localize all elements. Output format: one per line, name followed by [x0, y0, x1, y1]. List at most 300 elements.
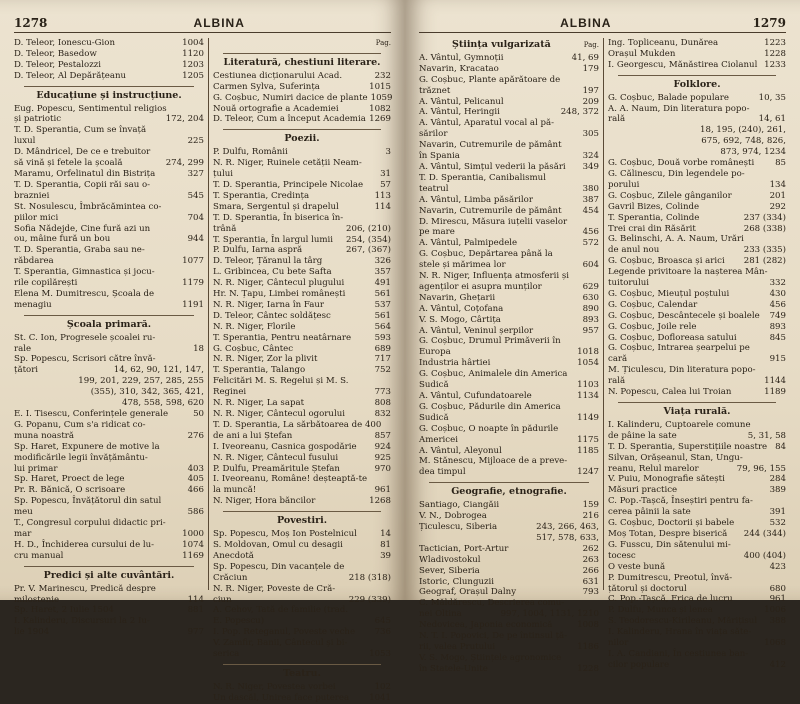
entry-title: Ing. Topliceanu, Dunărea: [608, 38, 719, 48]
entry-title: A. Vântul, Limba păsărilor: [419, 194, 533, 205]
section-heading: Povestiri.: [276, 515, 328, 527]
index-entry: [608, 496, 786, 507]
entry-title: Sp. Popescu, Moș Ion Postelnicul: [213, 529, 357, 540]
index-entry: [14, 540, 204, 551]
entry-title: Maramu, Orfelinatul din Bistrița: [14, 168, 156, 179]
entry-title: H. D., Închiderea cursului de lu-: [14, 539, 155, 550]
index-entry: [608, 93, 786, 104]
entry-title: Carmen Sylva, Suferința: [213, 81, 320, 92]
index-entry: [419, 380, 599, 391]
entry-page-number: 81: [380, 539, 391, 550]
entry-page-number: 873, 974, 1234: [720, 147, 786, 158]
index-entry: [14, 49, 204, 60]
entry-page-number: 41, 69: [571, 52, 599, 63]
entry-title: G. Călinescu, Din legendele po-: [608, 168, 745, 179]
entry-title: Pr. R. Bănică, O scrisoare: [14, 485, 126, 496]
index-entry: [608, 60, 786, 71]
index-entry: [213, 300, 391, 311]
entry-page-number: [596, 456, 599, 467]
entry-page-number: 915: [769, 354, 786, 365]
entry-title: Sudică: [419, 380, 449, 391]
index-entry: [419, 369, 599, 380]
entry-title: N. Popescu, Calea lui Troian: [608, 387, 732, 398]
index-entry: [14, 169, 204, 180]
index-entry: [608, 49, 786, 60]
entry-page-number: [783, 234, 786, 245]
entry-page-number: 793: [582, 587, 599, 598]
entry-page-number: 197: [582, 85, 599, 96]
entry-title: G. Coșbuc, Intrarea șearpelui pe: [608, 343, 750, 354]
entry-title: și patriotic: [14, 114, 62, 125]
entry-title: T. Sperantia, Credința: [213, 190, 310, 201]
index-entry: [419, 358, 599, 369]
section-rule: [24, 315, 194, 316]
entry-title: Sp. Popescu, Din vacanțele de: [213, 561, 345, 572]
index-entry: [213, 595, 391, 606]
index-entry: [608, 245, 786, 256]
entry-page-number: 349: [582, 161, 599, 172]
index-entry: [419, 249, 599, 260]
entry-page-number: 893: [769, 321, 786, 332]
entry-title: trână: [213, 223, 237, 234]
index-entry: [419, 86, 599, 97]
entry-page-number: [388, 158, 391, 169]
entry-page-number: [783, 169, 786, 180]
entry-title: I. Kalinderu, Hrana în viața săte-: [608, 627, 752, 638]
index-entry: [419, 293, 599, 304]
index-entry: [213, 71, 391, 82]
entry-page-number: [783, 540, 786, 551]
entry-title: Navarin, Cutremurile de pământ: [419, 205, 562, 216]
entry-page-number: 284: [769, 474, 786, 485]
entry-title: agenților ei asupra munților: [419, 281, 542, 292]
entry-page-number: [783, 649, 786, 660]
entry-page-number: 248, 372: [560, 107, 599, 118]
entry-title: milostenie: [14, 594, 60, 605]
entry-page-number: 5, 31, 58: [747, 430, 786, 441]
index-entry: [608, 213, 786, 224]
entry-title: Smara, Sergentul și drapelul: [213, 201, 339, 212]
entry-page-number: [596, 631, 599, 642]
entry-page-number: [201, 518, 204, 529]
entry-page-number: 292: [769, 201, 786, 212]
index-entry: [213, 213, 391, 224]
index-entry: [608, 529, 786, 540]
entry-title: D. Teleor, Ionescu-Gion: [14, 38, 116, 48]
entry-title: T. D. Sperantia, Canibalismul: [419, 172, 546, 183]
index-entry: [14, 191, 204, 202]
entry-title: N. R. Niger, Florile: [213, 321, 296, 332]
entry-title: G. Coșbuc, Balade populare: [608, 92, 729, 103]
index-entry: [608, 169, 786, 180]
index-entry: [419, 336, 599, 347]
entry-page-number: 281 (282): [743, 256, 786, 267]
index-entry: [213, 344, 391, 355]
entry-page-number: [596, 424, 599, 435]
entry-title: N. R. Niger, Iarna în Faur: [213, 299, 325, 310]
index-entry: [213, 398, 391, 409]
index-entry: [213, 376, 391, 387]
entry-page-number: 199, 201, 229, 257, 285, 255: [78, 376, 204, 387]
entry-title: Industria hârtiei: [419, 358, 491, 369]
entry-page-number: 845: [769, 332, 786, 343]
entry-title: N. R. Niger, Cântecul ogorului: [213, 409, 345, 419]
entry-page-number: 1103: [577, 380, 599, 391]
right-running-title: ALBINA: [560, 16, 612, 30]
entry-page-number: 405: [187, 474, 204, 485]
index-entry: [213, 682, 391, 693]
entry-page-number: 1144: [764, 376, 786, 387]
index-entry: [419, 642, 599, 653]
entry-title: Măsuri practice: [608, 485, 678, 496]
index-entry: [14, 202, 204, 213]
entry-title: G. Coșbuc, Animalele din America: [419, 369, 568, 380]
index-entry: [419, 227, 599, 238]
index-entry: [419, 315, 599, 326]
entry-title: Cestiunea dicționarului Acad.: [213, 70, 343, 81]
index-entry: [14, 245, 204, 256]
entry-page-number: [201, 125, 204, 136]
entry-page-number: 274, 299: [165, 158, 204, 169]
index-entry: [213, 584, 391, 595]
entry-title: cerea pâinii la sate: [608, 507, 691, 518]
entry-title: stele și mărimea lor: [419, 260, 506, 271]
index-entry: [14, 376, 204, 387]
entry-title: T. D. Sperantia, Superstițiile noastre: [608, 441, 768, 452]
entry-page-number: 229 (339): [348, 594, 391, 605]
index-entry: [608, 158, 786, 169]
entry-title: cilor populare: [608, 659, 670, 670]
index-entry: [213, 289, 391, 300]
entry-title: T. D. Sperantia, Principele Nicolae: [213, 179, 364, 190]
index-entry: [14, 518, 204, 529]
entry-page-number: [783, 420, 786, 431]
entry-title: I. Iveoreanu, Casnica gospodărie: [213, 441, 357, 452]
index-entry: [608, 562, 786, 573]
entry-page-number: 545: [187, 190, 204, 201]
left-running-title: ALBINA: [193, 16, 245, 30]
entry-title: N. R. Niger, Influența atmosferii și: [419, 271, 570, 282]
entry-page-number: 1233: [764, 59, 786, 70]
entry-page-number: 893: [582, 314, 599, 325]
entry-title: G. Coșbuc, Calendar: [608, 299, 698, 310]
entry-title: modificările legii învățământu-: [14, 452, 148, 463]
entry-title: V. N., Dobrogea: [419, 511, 487, 522]
entry-page-number: 517, 578, 633,: [536, 532, 599, 543]
entry-title: Felicitări M. S. Regelui și M. S.: [213, 376, 349, 387]
index-entry: [608, 38, 786, 49]
index-entry: [419, 555, 599, 566]
entry-title: luxul: [14, 136, 36, 147]
entry-title: P. Dulfu, Iarna aspră: [213, 245, 303, 256]
entry-page-number: 689: [374, 343, 391, 354]
index-entry: [14, 300, 204, 311]
entry-page-number: 263: [582, 554, 599, 565]
entry-title: brazniei: [14, 190, 50, 201]
entry-page-number: 454: [582, 205, 599, 216]
column-divider: [208, 38, 209, 590]
entry-title: G. Coșbuc, Două vorbe românești: [608, 158, 755, 169]
entry-page-number: 675, 692, 748, 826,: [701, 136, 786, 147]
entry-title: N. R. Niger, Poveste de Cră-: [213, 583, 336, 594]
entry-page-number: 430: [769, 288, 786, 299]
entry-title: V. S. Mogo, Cârtița: [419, 314, 501, 325]
index-entry: [14, 584, 204, 595]
index-entry: [608, 638, 786, 649]
index-entry: [419, 271, 599, 282]
index-entry: [419, 140, 599, 151]
entry-page-number: [783, 496, 786, 507]
entry-title: S. Moldovan, Omul cu desagii: [213, 539, 343, 550]
index-entry: [608, 376, 786, 387]
entry-page-number: 629: [582, 281, 599, 292]
entry-page-number: 423: [769, 561, 786, 572]
entry-page-number: 233 (335): [743, 245, 786, 256]
index-entry: [608, 202, 786, 213]
entry-page-number: [783, 573, 786, 584]
entry-page-number: [783, 365, 786, 376]
index-entry: [14, 485, 204, 496]
entry-page-number: [201, 180, 204, 191]
left-column-2: [213, 38, 391, 704]
index-entry: [419, 75, 599, 86]
entry-page-number: [388, 420, 391, 431]
index-entry: [419, 467, 599, 478]
entry-page-number: 225: [187, 136, 204, 147]
section-heading: Predici și alte cuvântări.: [43, 569, 175, 581]
entry-title: Moș Totan, Despre biserică: [608, 528, 728, 539]
entry-title: N. T. I. Popovici, De pe întinsul ță-: [419, 631, 568, 642]
entry-title: A. Vântul, Pelicanul: [419, 96, 504, 107]
index-entry: [14, 224, 204, 235]
entry-title: T. D. Sperantia, La sărbătoarea de 400: [213, 419, 382, 430]
index-entry: [608, 234, 786, 245]
index-entry: [419, 631, 599, 642]
index-entry: [14, 213, 204, 224]
entry-page-number: [783, 104, 786, 115]
entry-page-number: [596, 217, 599, 228]
index-entry: [608, 289, 786, 300]
entry-title: T. D. Sperantia, În biserica în-: [213, 212, 344, 223]
entry-title: A. Vântul, Palmipedele: [419, 238, 518, 249]
index-entry: [14, 158, 204, 169]
entry-page-number: 832: [374, 409, 391, 419]
entry-page-number: [596, 369, 599, 380]
entry-title: G. Coșbuc, Numiri dacice de plante: [213, 92, 368, 103]
entry-page-number: 1004: [182, 38, 204, 48]
entry-title: Reginei: [213, 387, 247, 398]
entry-page-number: 267, (367): [346, 245, 391, 256]
index-entry: [608, 256, 786, 267]
index-entry: [419, 195, 599, 206]
entry-page-number: [783, 453, 786, 464]
entry-page-number: 1189: [764, 387, 786, 398]
index-entry: [419, 347, 599, 358]
pag-label: Pag.: [375, 39, 391, 47]
entry-title: E. Popescu): [213, 616, 265, 627]
index-entry: [14, 442, 204, 453]
index-entry: [608, 594, 786, 605]
entry-page-number: (355), 310, 342, 365, 421,: [90, 387, 204, 398]
right-column-1: [419, 38, 599, 675]
entry-title: Wladivostokul: [419, 554, 481, 565]
entry-title: de pâine la sate: [608, 430, 677, 441]
entry-title: N. R. Niger, Cântecul fusului: [213, 452, 339, 463]
index-entry: [419, 511, 599, 522]
index-entry: [213, 420, 391, 431]
index-entry: [213, 114, 391, 125]
entry-title: C. Măldărescu, Descrierea comu-: [419, 598, 565, 609]
entry-title: A. Vântul, Heringii: [419, 107, 500, 118]
entry-page-number: 50: [193, 409, 204, 419]
index-entry: [14, 474, 204, 485]
index-entry: [608, 125, 786, 136]
entry-title: rile copilărești: [14, 278, 78, 289]
section-rule: [223, 129, 381, 130]
index-entry: [608, 114, 786, 125]
entry-title: St. Nosulescu, Îmbrăcămintea co-: [14, 201, 162, 212]
entry-page-number: [201, 333, 204, 344]
index-entry: [14, 147, 204, 158]
entry-page-number: 1179: [182, 278, 204, 289]
index-entry: [213, 442, 391, 453]
index-entry: [419, 435, 599, 446]
entry-title: A. Vântul, Simțul vederii la păsări: [419, 161, 566, 172]
index-entry: [213, 365, 391, 376]
entry-title: G. Popanu, Cum s'a ridicat co-: [14, 419, 146, 430]
entry-page-number: 537: [374, 299, 391, 310]
entry-title: P. Dumitrescu, Preotul, învă-: [608, 572, 733, 583]
index-entry: [419, 118, 599, 129]
index-entry: [608, 136, 786, 147]
index-entry: [419, 391, 599, 402]
index-entry: [419, 533, 599, 544]
entry-page-number: 403: [187, 463, 204, 474]
entry-page-number: 209: [582, 96, 599, 107]
index-entry: [419, 424, 599, 435]
index-entry: [14, 71, 204, 82]
entry-title: Hr. N. Țapu, Limbei românești: [213, 289, 346, 300]
entry-page-number: 1000: [182, 528, 204, 539]
index-entry: [419, 64, 599, 75]
index-entry: [419, 304, 599, 315]
index-entry: [213, 311, 391, 322]
entry-title: T., Congresul corpului didactic pri-: [14, 518, 166, 529]
column-divider: [603, 38, 604, 590]
entry-page-number: 1018: [577, 347, 599, 358]
entry-title: G. Coșbuc, Plante apărătoare de: [419, 74, 561, 85]
entry-page-number: 85: [775, 158, 786, 169]
entry-title: Navarin, Ghețarii: [419, 292, 496, 303]
entry-title: Navarin, Kracatao: [419, 63, 499, 74]
entry-page-number: [783, 627, 786, 638]
index-entry: [419, 162, 599, 173]
entry-title: Sp. Popescu, Învățătorul din satul: [14, 496, 162, 507]
index-entry: [14, 387, 204, 398]
entry-title: St. C. Ion, Progresele școalei ru-: [14, 332, 156, 343]
index-entry: [213, 638, 391, 649]
entry-page-number: [201, 496, 204, 507]
entry-page-number: 752: [374, 365, 391, 376]
entry-title: sărilor: [419, 129, 448, 140]
entry-page-number: 491: [374, 278, 391, 289]
entry-title: Geograf, Orașul Dalny: [419, 587, 517, 598]
section-heading: Geografie, etnografie.: [451, 486, 567, 498]
entry-page-number: 586: [187, 507, 204, 518]
index-entry: [213, 540, 391, 551]
entry-page-number: 561: [374, 289, 391, 300]
entry-title: nilor: [608, 638, 629, 649]
entry-title: D. Mândricel, De ce e trebuitor: [14, 147, 151, 158]
entry-page-number: 961: [374, 485, 391, 496]
index-entry: [213, 180, 391, 191]
entry-title: T. Sperantia, Talango: [213, 365, 306, 376]
entry-page-number: 324: [582, 151, 599, 162]
entry-page-number: [596, 140, 599, 151]
index-entry: [14, 551, 204, 562]
section-heading: Școala primară.: [66, 318, 152, 330]
index-entry: [608, 453, 786, 464]
index-entry: [213, 191, 391, 202]
entry-page-number: 387: [582, 194, 599, 205]
entry-page-number: 561: [374, 310, 391, 321]
index-entry: [213, 693, 391, 704]
entry-page-number: 18: [193, 343, 204, 354]
index-entry: [213, 464, 391, 475]
entry-page-number: 412: [769, 659, 786, 670]
entry-title: cară: [608, 354, 628, 365]
entry-title: S. Teodorescu-Kirileanu, Mărițisul: [608, 616, 758, 627]
section-rule: [429, 482, 589, 483]
index-entry: [14, 409, 204, 420]
entry-page-number: 1205: [182, 70, 204, 81]
entry-page-number: [596, 653, 599, 664]
entry-title: Legende privitoare la nașterea Mân-: [608, 267, 768, 278]
entry-title: la muncă!: [213, 485, 257, 496]
entry-page-number: 206, (210): [346, 223, 391, 234]
entry-title: Țiculescu, Siberia: [419, 521, 498, 532]
entry-page-number: 380: [582, 183, 599, 194]
index-entry: [419, 238, 599, 249]
entry-page-number: [596, 249, 599, 260]
entry-title: E. I. Tisescu, Conferințele generale: [14, 409, 169, 419]
left-page-number: 1278: [14, 16, 48, 30]
index-entry: [419, 653, 599, 664]
entry-title: D. Teleor, Pestalozzi: [14, 59, 102, 70]
index-entry: [419, 522, 599, 533]
entry-title: meu: [14, 507, 33, 518]
entry-page-number: 645: [374, 616, 391, 627]
entry-page-number: 456: [769, 299, 786, 310]
entry-page-number: 925: [374, 452, 391, 463]
entry-page-number: 478, 558, 598, 620: [121, 398, 204, 409]
index-entry: [213, 256, 391, 267]
left-page-header: [14, 14, 391, 33]
entry-page-number: 1268: [369, 496, 391, 507]
section-rule: [24, 566, 194, 567]
index-entry: [419, 151, 599, 162]
entry-title: Orașul Mukden: [608, 48, 676, 59]
index-entry: [213, 573, 391, 584]
section-rule: [223, 53, 381, 54]
entry-title: Tactician, Port-Artur: [419, 543, 509, 554]
index-entry: [419, 587, 599, 598]
entry-page-number: 179: [582, 63, 599, 74]
entry-title: T. Sperantia, În largul lumii: [213, 234, 334, 245]
entry-title: piilor mici: [14, 212, 59, 223]
right-page-header: [419, 14, 786, 33]
index-entry: [419, 206, 599, 217]
